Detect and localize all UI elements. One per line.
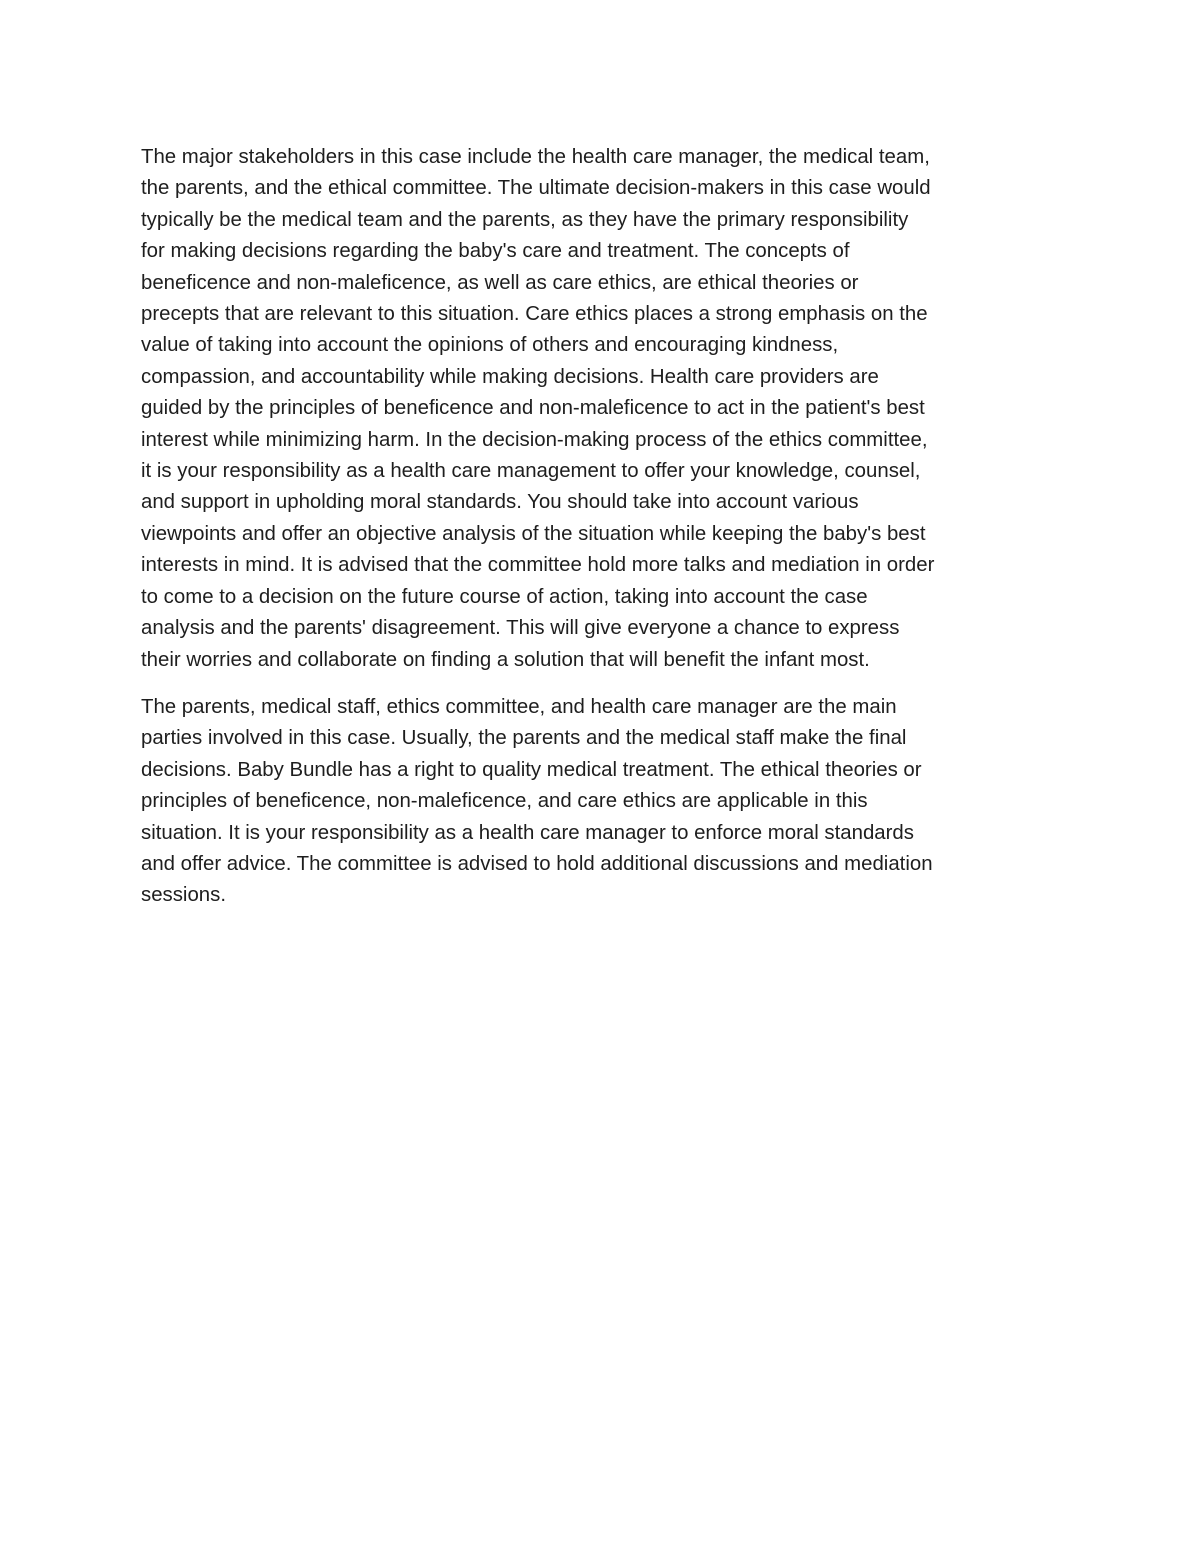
paragraph-line: decisions. Baby Bundle has a right to quality medical treatment. The ethical theories or (141, 758, 922, 781)
paragraph-1 (141, 142, 1071, 676)
paragraph-line: situation. It is your responsibility as a health care manager to enforce moral standards (141, 821, 914, 844)
paragraph-line: for making decisions regarding the baby's care and treatment. The concepts of (141, 240, 850, 263)
paragraph-line: The major stakeholders in this case include the health care manager, the medical team, (141, 146, 930, 168)
paragraph-line: and offer advice. The committee is advised to hold additional discussions and mediation (141, 852, 933, 875)
paragraph-line: precepts that are relevant to this situation. Care ethics places a strong emphasis on the (141, 303, 928, 326)
paragraph-2 (141, 692, 1071, 912)
paragraph-line: it is your responsibility as a health care management to offer your knowledge, counsel, (141, 460, 921, 483)
paragraph-line: principles of beneficence, non-maleficence, and care ethics are applicable in this (141, 790, 868, 813)
paragraph-line: their worries and collaborate on finding a solution that will benefit the infant most. (141, 648, 870, 671)
paragraph-line: analysis and the parents' disagreement. This will give everyone a chance to express (141, 617, 900, 640)
paragraph-line: guided by the principles of beneficence and non-maleficence to act in the patient's best (141, 397, 925, 420)
paragraph-line: to come to a decision on the future course of action, taking into account the case (141, 585, 868, 608)
paragraph-line: the parents, and the ethical committee. The ultimate decision-makers in this case would (141, 177, 931, 200)
paragraph-line: beneficence and non-maleficence, as well as care ethics, are ethical theories or (141, 271, 859, 294)
paragraph-line: compassion, and accountability while making decisions. Health care providers are (141, 365, 879, 388)
paragraph-line: The parents, medical staff, ethics committee, and health care manager are the main (141, 695, 897, 718)
paragraph-line: and support in upholding moral standards. You should take into account various (141, 491, 859, 514)
paragraph-line: typically be the medical team and the parents, as they have the primary responsibility (141, 208, 909, 231)
paragraph-line: viewpoints and offer an objective analysis of the situation while keeping the baby's best (141, 522, 926, 545)
paragraph-line: value of taking into account the opinions of others and encouraging kindness, (141, 334, 839, 357)
paragraph-line: interest while minimizing harm. In the decision-making process of the ethics committee, (141, 428, 928, 451)
paragraph-line: interests in mind. It is advised that the committee hold more talks and mediation in order (141, 554, 935, 577)
paragraph-line: parties involved in this case. Usually, the parents and the medical staff make the final (141, 727, 907, 750)
paragraph-line: sessions. (141, 884, 226, 907)
document-body (141, 142, 1071, 912)
